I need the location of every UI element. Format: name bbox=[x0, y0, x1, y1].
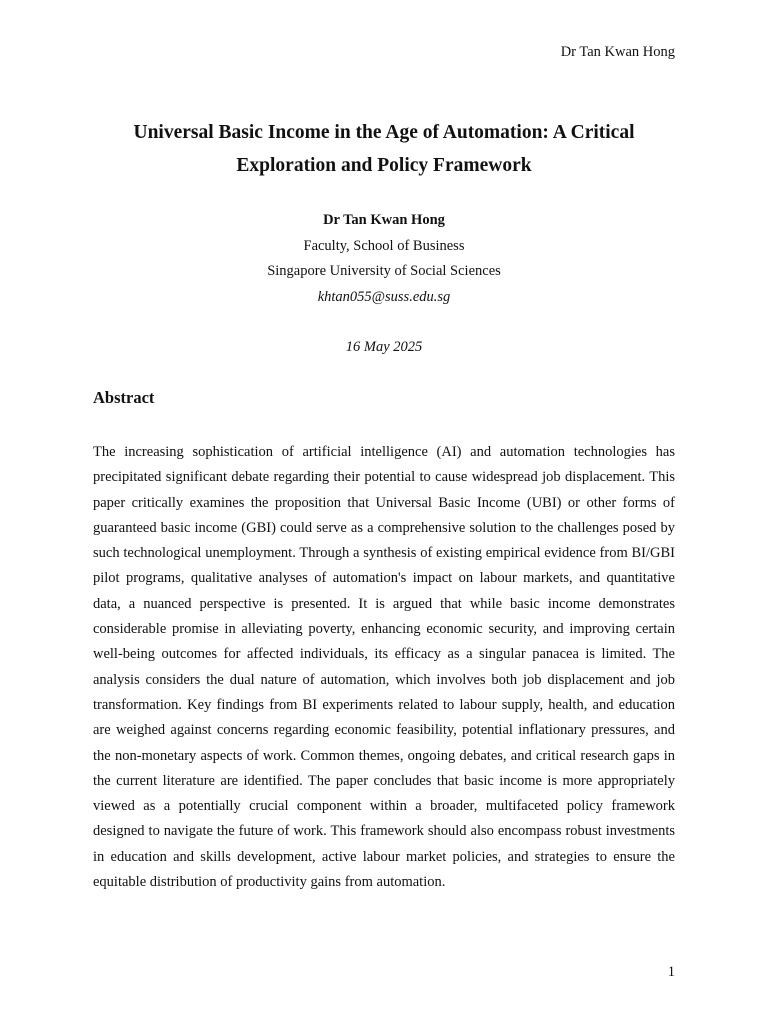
running-header-author: Dr Tan Kwan Hong bbox=[560, 44, 675, 60]
author-affiliation-faculty: Faculty, School of Business bbox=[303, 237, 465, 254]
paper-title: Universal Basic Income in the Age of Automation: A Critical Exploration and Policy Framework bbox=[133, 122, 635, 176]
author-affiliation-university: Singapore University of Social Sciences bbox=[267, 263, 501, 279]
author-name: Dr Tan Kwan Hong bbox=[323, 212, 445, 228]
publication-date: 16 May 2025 bbox=[345, 339, 423, 355]
abstract-body: The increasing sophistication of artificial intelligence (AI) and automation technologies has precipitated significant debate regarding their potential to cause widespread job displacement. This paper critically examines the proposition that Universal Basic Income (UBI) or other forms of guaranteed basic income (GBI) could serve as a comprehensive solution to the challenges posed by such technological unemployment. Through a synthesis of existing empirical evidence from BI/GBI pilot programs, qualitative analyses of automation's impact on labour markets, and quantitative data, a nuanced perspective is presented. It is argued that while basic income demonstrates considerable promise in alleviating poverty, enhancing economic security, and improving certain well-being outcomes for affected individuals, its efficacy as a singular panacea is limited. The analysis considers the dual nature of automation, which involves both job displacement and job transformation. Key findings from BI experiments related to labour supply, health, and education are weighed against concerns regarding economic feasibility, potential inflationary pressures, and the non-monetary aspects of work. Common themes, ongoing debates, and critical research gaps in the current literature are identified. The paper concludes that basic income is more appropriately viewed as a potentially crucial component within a broader, multifaceted policy framework designed to navigate the future of work. This framework should also encompass robust investments in education and skills development, active labour market policies, and strategies to ensure the equitable distribution of productivity gains from automation. bbox=[93, 444, 675, 891]
abstract-heading: Abstract bbox=[93, 388, 155, 407]
page-number: 1 bbox=[667, 964, 675, 980]
author-email: khtan055@suss.edu.sg bbox=[317, 288, 451, 305]
author-block bbox=[93, 208, 675, 310]
